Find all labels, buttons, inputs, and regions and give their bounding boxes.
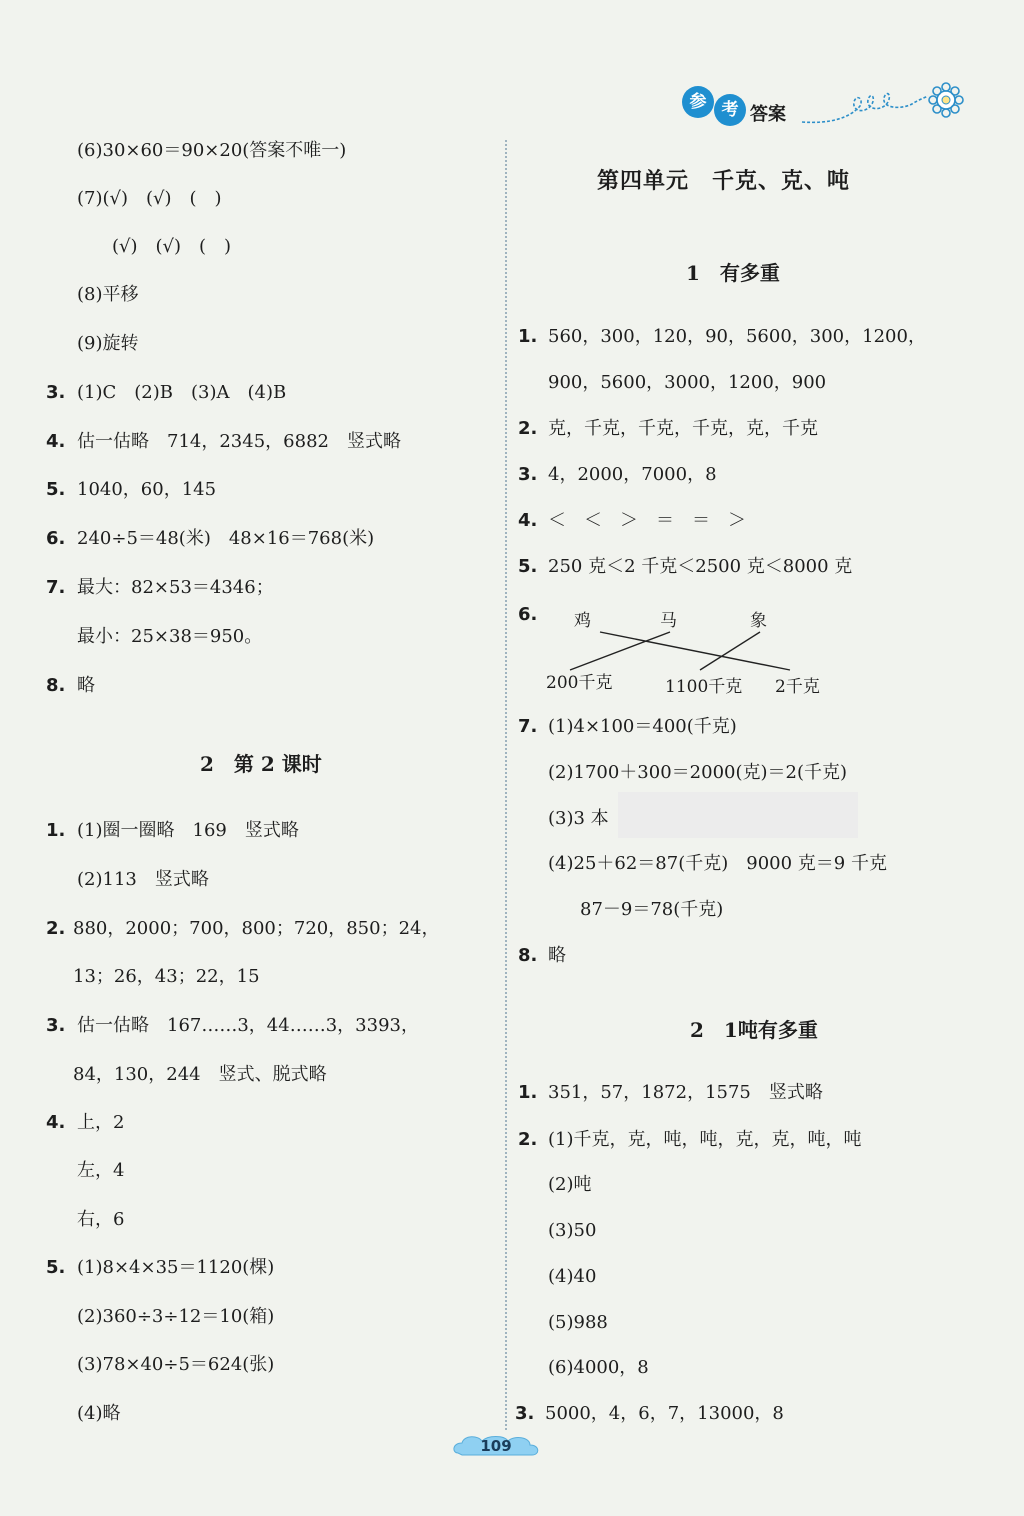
section-title: 2 1吨有多重 [690,1018,818,1042]
match-bottom-label: 200千克 [546,673,613,693]
item-text: 240÷5＝48(米) 48×16＝768(米) [77,528,375,549]
item-text: 4，2000，7000，8 [548,464,717,485]
item-text: (3)78×40÷5＝624(张) [77,1354,275,1375]
item-text: 5000，4，6，7，13000，8 [545,1403,784,1424]
item-number: 8. [518,945,538,966]
item-number: 8. [46,675,66,696]
item-text: (1)C (2)B (3)A (4)B [77,382,287,403]
item-number: 7. [518,716,538,737]
section-title: 1 有多重 [686,261,780,285]
decorative-swirl-icon [800,82,970,132]
item-text: 上，2 [77,1112,125,1133]
item-text: (3)3 本 [548,808,609,829]
item-text: (1)圈一圈略 169 竖式略 [77,820,299,841]
item-number: 3. [46,382,66,403]
item-text: 880，2000；700，800；720，850；24， [73,918,440,939]
item-text: 略 [77,675,95,696]
item-text: (4)略 [77,1403,121,1424]
badge-bubble-1: 参 [682,86,714,118]
left-line: (6)30×60＝90×20(答案不唯一) [77,140,347,161]
item-number: 4. [46,431,66,452]
left-line: (9)旋转 [77,333,139,354]
section-title: 2 第 2 课时 [200,752,322,776]
item-text: 克，千克，千克，千克，克，千克 [548,418,818,439]
match-top-label: 马 [660,611,677,631]
item-text: (1)千克，克，吨，吨，克，克，吨，吨 [548,1129,862,1150]
match-top-label: 象 [750,611,767,631]
item-text: (4)40 [548,1266,597,1287]
page-number-badge [452,1433,540,1459]
item-number: 2. [518,1129,538,1150]
item-text: 右，6 [77,1209,125,1230]
item-text: 87－9＝78(千克) [580,899,724,920]
item-text: 560，300，120，90，5600，300，1200， [548,326,926,347]
item-number: 6. [46,528,66,549]
item-text: 84，130，244 竖式、脱式略 [73,1064,327,1085]
left-line: (√) (√) ( ) [112,236,232,257]
match-top-label: 鸡 [574,611,591,631]
item-number: 1. [518,326,538,347]
item-number: 3. [515,1403,535,1424]
item-number: 6. [518,604,538,625]
item-text: 900，5600，3000，1200，900 [548,372,827,393]
item-text: (6)4000，8 [548,1357,649,1378]
item-text: 最大：82×53＝4346； [77,577,274,598]
left-line: (7)(√) (√) ( ) [77,188,222,209]
item-text: (2)360÷3÷12＝10(箱) [77,1306,275,1327]
item-text: (1)4×100＝400(千克) [548,716,737,737]
item-text: (4)25＋62＝87(千克) 9000 克＝9 千克 [548,853,887,874]
item-text: (3)50 [548,1220,597,1241]
item-number: 2. [518,418,538,439]
item-number: 3. [46,1015,66,1036]
item-number: 4. [46,1112,66,1133]
item-text: 351，57，1872，1575 竖式略 [548,1082,823,1103]
item-number: 5. [46,479,66,500]
item-text: (2)1700＋300＝2000(克)＝2(千克) [548,762,848,783]
column-divider [505,140,507,1430]
item-text: 估一估略 714，2345，6882 竖式略 [77,431,401,452]
match-bottom-label: 2千克 [775,677,820,697]
redacted-area [618,792,858,838]
left-line: (8)平移 [77,284,139,305]
item-text: 最小：25×38＝950。 [77,626,263,647]
item-text: 左，4 [77,1160,125,1181]
item-number: 3. [518,464,538,485]
unit-title: 第四单元 千克、克、吨 [597,168,851,194]
page-number: 109 [480,1437,512,1455]
item-number: 4. [518,510,538,531]
item-text: (5)988 [548,1312,608,1333]
item-text: (2)113 竖式略 [77,869,209,890]
item-number: 5. [46,1257,66,1278]
item-number: 1. [518,1082,538,1103]
match-line [600,632,790,670]
match-line [570,632,670,670]
item-text: 略 [548,945,566,966]
item-text: ＜ ＜ ＞ ＝ ＝ ＞ [548,510,746,531]
badge-label: 答案 [750,104,786,125]
item-text: 估一估略 167……3，44……3，3393， [77,1015,419,1036]
match-line [700,632,760,670]
item-text: (2)吨 [548,1174,592,1195]
badge-bubble-2: 考 [714,94,746,126]
item-text: 250 克＜2 千克＜2500 克＜8000 克 [548,556,853,577]
match-bottom-label: 1100千克 [665,677,743,697]
item-number: 2. [46,918,66,939]
item-number: 1. [46,820,66,841]
item-text: 1040，60，145 [77,479,217,500]
item-text: 13；26，43；22，15 [73,966,260,987]
item-number: 7. [46,577,66,598]
item-text: (1)8×4×35＝1120(棵) [77,1257,275,1278]
item-number: 5. [518,556,538,577]
